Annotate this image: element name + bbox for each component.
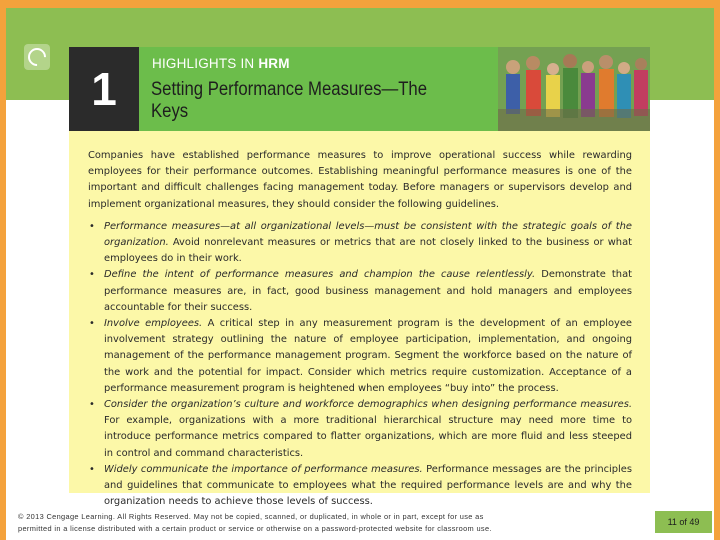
- list-item: • Involve employees. A critical step in any measurement program is the development of an employee involvement strategy outlining the nature of employee participation, implementation, and ongoing management of the performance management program. Segment the workforce based on the nature of the work and the potential for impact. Consider which metrics require customization. Acceptance of a performance measurement program is heightened when employees “buy into” the process.: [89, 318, 632, 394]
- list-item: • Define the intent of performance measures and champion the cause relentlessly. Demonstrate that performance measures are, in fact, good business management and hold managers and employees accountable for their success.: [89, 269, 632, 313]
- guideline-lead: Performance measures—at all organizational levels—must be consistent with the strategic goals of the organization.: [104, 220, 632, 249]
- highlights-brand: HRM: [258, 56, 290, 71]
- guideline-lead: Involve employees.: [104, 318, 203, 330]
- guideline-lead: Widely communicate the importance of performance measures.: [104, 463, 423, 475]
- circular-arrow-logo-icon: [24, 44, 50, 70]
- feature-body: [88, 148, 632, 510]
- copyright-line: permitted in a license distributed with a certain product or service or otherwise on a password-protected website for classroom use.: [18, 524, 492, 533]
- slide-frame-top: [0, 0, 720, 8]
- copyright-notice: [18, 511, 578, 535]
- feature-title: Setting Performance Measures—The Keys: [151, 79, 428, 122]
- chapter-number: 1: [69, 47, 139, 131]
- list-item: • Performance measures—at all organizational levels—must be consistent with the strategic goals of the organization. Avoid nonrelevant measures or metrics that are not closely linked to the business or what employees do in their work.: [89, 220, 632, 265]
- copyright-line: © 2013 Cengage Learning. All Rights Reserved. May not be copied, scanned, or duplicated, in whole or in part, except for use as: [18, 512, 484, 521]
- slide-frame-right: [714, 0, 720, 540]
- intro-paragraph: Companies have established performance measures to improve operational success while rewarding employees for their performance outcomes. Establishing meaningful performance measures is one of the important and difficult challenges facing management today. Before managers or supervisors develop and implement organizational measures, they should consider the following guidelines.: [88, 150, 632, 210]
- guideline-text: Avoid nonrelevant measures or metrics that are not closely linked to the business or what employees do in their work.: [104, 237, 632, 265]
- list-item: • Consider the organization’s culture and workforce demographics when designing performance measures. For example, organizations with a more traditional hierarchical structure may need more time to introduce performance metrics compared to flatter organizations, which are more fluid and less steeped in control and command characteristics.: [89, 399, 632, 459]
- guideline-text: Performance messages are the principles and guidelines that communicate to employees what the required performance levels are and why the organization needs to achieve those levels of success.: [104, 463, 632, 508]
- highlights-prefix: HIGHLIGHTS IN: [152, 56, 259, 71]
- guidelines-list: [88, 219, 632, 511]
- crowd-photo: [458, 47, 650, 131]
- highlights-label: [152, 56, 290, 71]
- guideline-text: Demonstrate that performance measures are, in fact, good business management and hold managers and employees accountable for their success.: [104, 269, 632, 313]
- guideline-text: A critical step in any measurement program is the development of an employee involvement strategy outlining the nature of employee participation, implementation, and ongoing management of the performance management program. Segment the workforce based on the nature of the work and the potential for impact. Consider which metrics require customization. Acceptance of a performance measurement program is heightened when employees “buy into” the process.: [104, 318, 632, 394]
- guideline-lead: Consider the organization’s culture and workforce demographics when designing performance measures.: [104, 399, 632, 411]
- list-item: • Widely communicate the importance of performance measures. Performance messages are the principles and guidelines that communicate to employees what the required performance levels are and why the organization needs to achieve those levels of success.: [89, 463, 632, 508]
- page-indicator[interactable]: 11 of 49: [655, 511, 712, 533]
- guideline-text: For example, organizations with a more traditional hierarchical structure may need more time to introduce performance metrics compared to flatter organizations, which are more fluid and less steeped in control and command characteristics.: [104, 415, 632, 459]
- guideline-lead: Define the intent of performance measures and champion the cause relentlessly.: [104, 269, 536, 281]
